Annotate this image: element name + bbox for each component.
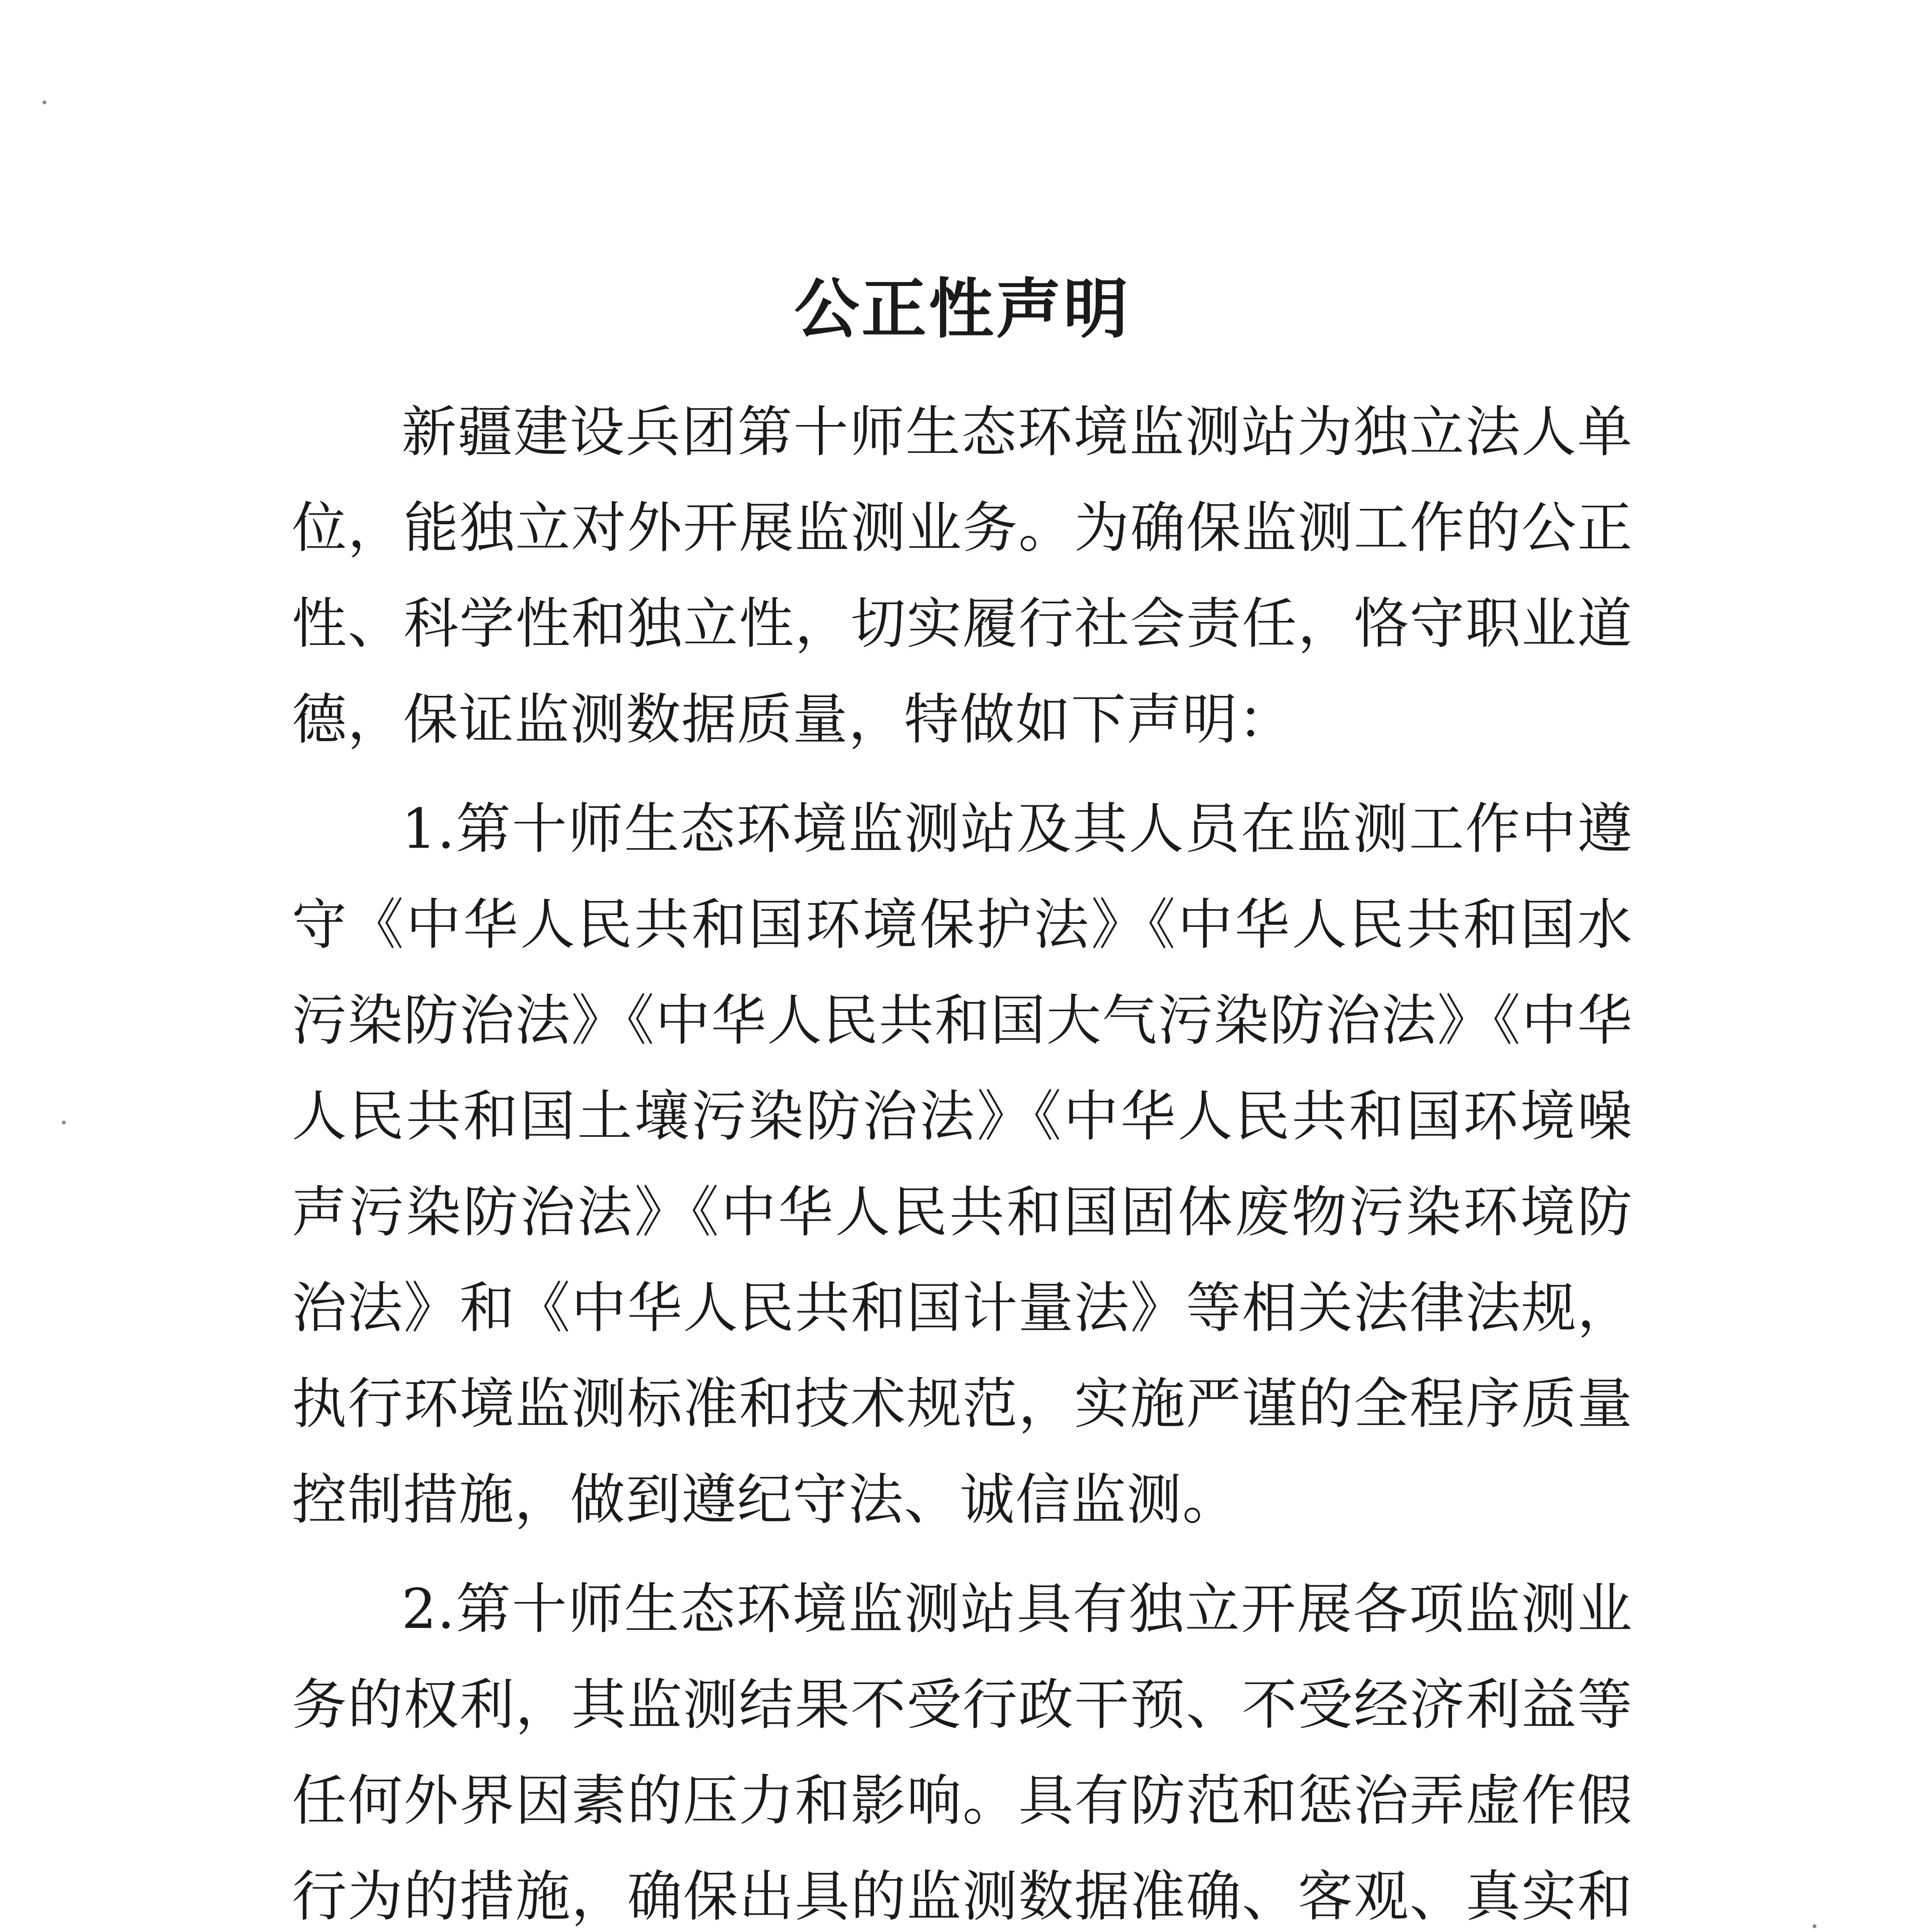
paragraph-item-1: 1.第十师生态环境监测站及其人员在监测工作中遵守《中华人民共和国环境保护法》《中华人民共和国水污染防治法》《中华人民共和国大气污染防治法》《中华人民共和国土壤污染防治法》《中华人民共和国环境噪声污染防治法》《中华人民共和国固体废物污染环境防治法》和《中华人民共和国计量法》等相关法律法规，执行环境监测标准和技术规范，实施严谨的全程序质量控制措施，做到遵纪守法、诚信监测。 — [292, 797, 1633, 1532]
scan-speck — [1813, 1924, 1817, 1928]
scan-speck — [62, 1121, 66, 1124]
page-title: 公正性声明 — [794, 271, 1130, 347]
paragraph-item-2: 2.第十师生态环境监测站具有独立开展各项监测业务的权利，其监测结果不受行政干预、不受经济利益等任何外界因素的压力和影响。具有防范和惩治弄虚作假行为的措施，确保出具的监测数据准确、客观、真实和 — [292, 1577, 1633, 1929]
paragraph-intro: 新疆建设兵团第十师生态环境监测站为独立法人单位，能独立对外开展监测业务。为确保监测工作的公正性、科学性和独立性，切实履行社会责任，恪守职业道德，保证监测数据质量，特做如下声明： — [292, 400, 1633, 752]
scan-speck — [43, 100, 46, 104]
document-body — [292, 270, 1633, 1932]
